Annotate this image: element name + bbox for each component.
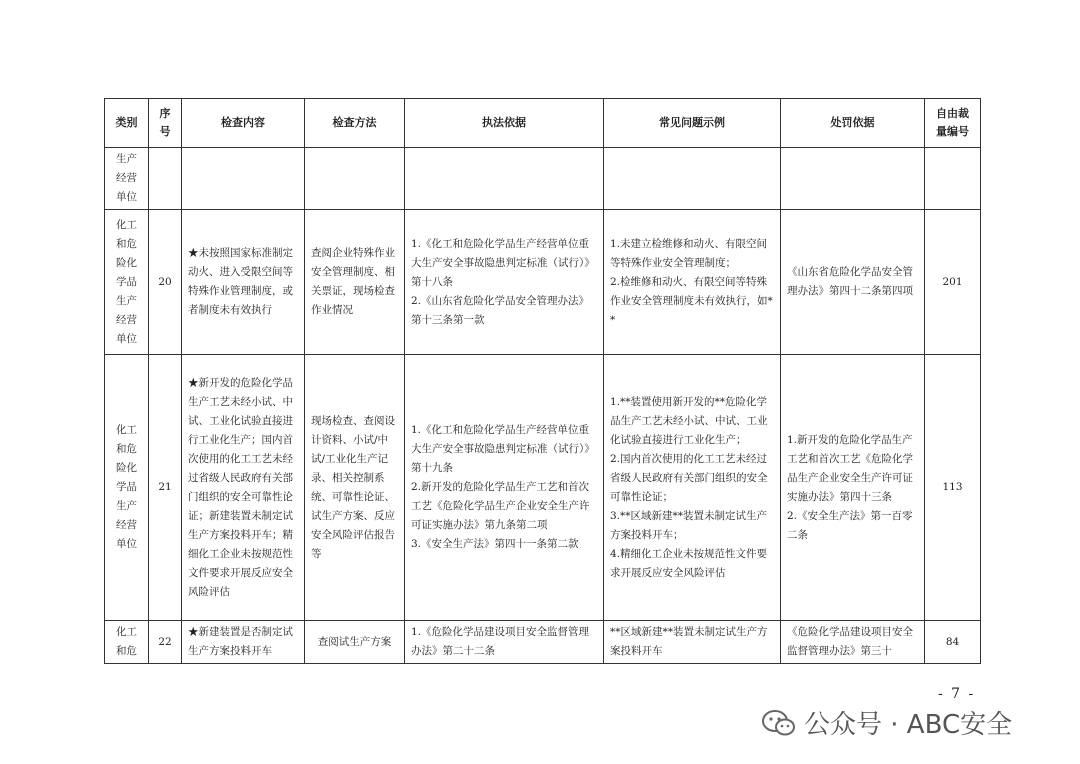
- watermark-text: 公众号 · ABC安全: [804, 710, 1013, 740]
- cell-category: 生产经营单位: [105, 148, 149, 210]
- cell-code: 84: [925, 621, 981, 664]
- header-basis: 执法依据: [405, 99, 604, 148]
- cell-code: [925, 148, 981, 210]
- cell-basis: [405, 148, 604, 210]
- cell-method: 现场检查、查阅设计资料、小试/中试/工业化生产记录、相关控制系统、可靠性论证、试生产方案、反应安全风险评估报告等: [305, 355, 405, 621]
- cell-issues: [604, 148, 781, 210]
- cell-content: ★新开发的危险化学品生产工艺未经小试、中试、工业化试验直接进行工业化生产；国内首次使用的化工工艺未经过省级人民政府有关部门组织的安全可靠性论证；新建装置未制定试生产方案投料开车；精细化工企业未按规范性文件要求开展反应安全风险评估: [182, 355, 305, 621]
- cell-content: ★新建装置是否制定试生产方案投料开车: [182, 621, 305, 664]
- inspection-table: [104, 98, 981, 664]
- watermark: [762, 704, 1012, 741]
- cell-code: 113: [925, 355, 981, 621]
- cell-method: 查阅企业特殊作业安全管理制度、相关票证，现场检查作业情况: [305, 210, 405, 355]
- header-issues: 常见问题示例: [604, 99, 781, 148]
- table-row: [105, 210, 981, 355]
- header-penalty: 处罚依据: [781, 99, 925, 148]
- cell-seq: [149, 148, 182, 210]
- header-content: 检查内容: [182, 99, 305, 148]
- cell-method: [305, 148, 405, 210]
- table-row: [105, 148, 981, 210]
- header-category: 类别: [105, 99, 149, 148]
- cell-penalty: 1.新开发的危险化学品生产工艺和首次工艺《危险化学品生产企业安全生产许可证实施办法》第四十三条 2.《安全生产法》第一百零二条: [781, 355, 925, 621]
- cell-basis: 1.《危险化学品建设项目安全监督管理办法》第二十二条: [405, 621, 604, 664]
- cell-seq: 22: [149, 621, 182, 664]
- cell-penalty: [781, 148, 925, 210]
- cell-issues: 1.**装置使用新开发的**危险化学品生产工艺未经小试、中试、工业化试验直接进行工业化生产； 2.国内首次使用的化工工艺未经过省级人民政府有关部门组织的安全可靠性论证； 3.**区域新建**装置未制定试生产方案投料开车； 4.精细化工企业未按规范性文件要求开展反应安全风险评估: [604, 355, 781, 621]
- cell-code: 201: [925, 210, 981, 355]
- table-row: [105, 355, 981, 621]
- cell-seq: 20: [149, 210, 182, 355]
- cell-issues: 1.未建立检维修和动火、有限空间等特殊作业安全管理制度； 2.检维修和动火、有限空间等特殊作业安全管理制度未有效执行，如**: [604, 210, 781, 355]
- table-header-row: [105, 99, 981, 148]
- header-method: 检查方法: [305, 99, 405, 148]
- cell-seq: 21: [149, 355, 182, 621]
- table-row: [105, 621, 981, 664]
- cell-content: [182, 148, 305, 210]
- cell-issues: **区域新建**装置未制定试生产方案投料开车: [604, 621, 781, 664]
- cell-basis: 1.《化工和危险化学品生产经营单位重大生产安全事故隐患判定标准（试行）》第十八条 2.《山东省危险化学品安全管理办法》第十三条第一款: [405, 210, 604, 355]
- cell-method: 查阅试生产方案: [305, 621, 405, 664]
- cell-penalty: 《危险化学品建设项目安全监督管理办法》第三十: [781, 621, 925, 664]
- header-code: 自由裁量编号: [925, 99, 981, 148]
- cell-category: 化工和危险化学品生产经营单位: [105, 210, 149, 355]
- cell-category: 化工和危: [105, 621, 149, 664]
- cell-category: 化工和危险化学品生产经营单位: [105, 355, 149, 621]
- cell-penalty: 《山东省危险化学品安全管理办法》第四十二条第四项: [781, 210, 925, 355]
- page-number: - 7 -: [938, 686, 976, 702]
- wechat-icon: [762, 709, 796, 737]
- cell-content: ★未按照国家标准制定动火、进入受限空间等特殊作业管理制度，或者制度未有效执行: [182, 210, 305, 355]
- header-seq: 序号: [149, 99, 182, 148]
- cell-basis: 1.《化工和危险化学品生产经营单位重大生产安全事故隐患判定标准（试行）》第十九条 2.新开发的危险化学品生产工艺和首次工艺《危险化学品生产企业安全生产许可证实施办法》第九条第二项 3.《安全生产法》第四十一条第二款: [405, 355, 604, 621]
